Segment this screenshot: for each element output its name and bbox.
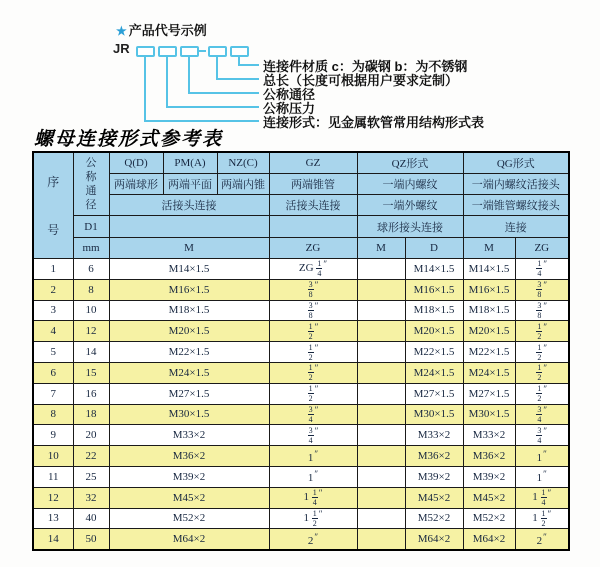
table-row	[33, 362, 569, 383]
cell-qg_zg: 2″	[515, 529, 569, 550]
code-dash	[199, 50, 206, 52]
cell-seq: 12	[33, 487, 73, 508]
cell-qz_d: M33×2	[405, 425, 463, 446]
header-group-qd: Q(D)	[109, 152, 163, 174]
cell-qz_m	[357, 446, 405, 467]
connector-line	[166, 55, 168, 107]
cell-gz: $\frac{3}{4}$ ″	[269, 404, 357, 425]
cell-seq: 9	[33, 425, 73, 446]
cell-seq: 6	[33, 362, 73, 383]
cell-qg_m: M16×1.5	[463, 279, 515, 300]
header-group-qg: QG形式	[463, 152, 569, 174]
cell-m: M52×2	[109, 508, 269, 529]
connector-line	[144, 120, 259, 122]
header-unit: M	[109, 238, 269, 259]
header-mm: mm	[73, 238, 109, 259]
cell-qz_d: M20×1.5	[405, 321, 463, 342]
cell-qg_m: M52×2	[463, 508, 515, 529]
cell-qg_zg: $\frac{3}{8}$ ″	[515, 279, 569, 300]
cell-qg_zg: $\frac{1}{2}$ ″	[515, 362, 569, 383]
header-group-gz: GZ	[269, 152, 357, 174]
table-row	[33, 279, 569, 300]
diagram-title-text: 产品代号示例	[128, 23, 207, 38]
cell-qg_m: M33×2	[463, 425, 515, 446]
cell-dn: 15	[73, 362, 109, 383]
cell-qg_m: M36×2	[463, 446, 515, 467]
header-unit: M	[463, 238, 515, 259]
table-row	[33, 259, 569, 280]
cell-dn: 20	[73, 425, 109, 446]
cell-gz: $\frac{1}{2}$ ″	[269, 321, 357, 342]
code-label: 连接件材质 c：为碳钢 b：为不锈钢	[263, 59, 468, 74]
cell-qz_m	[357, 466, 405, 487]
cell-gz: 1 $\frac{1}{2}$ ″	[269, 508, 357, 529]
cell-gz: ZG $\frac{1}{4}$ ″	[269, 259, 357, 280]
cell-qg_m: M45×2	[463, 487, 515, 508]
cell-m: M18×1.5	[109, 300, 269, 321]
cell-seq: 3	[33, 300, 73, 321]
cell-dn: 40	[73, 508, 109, 529]
cell-dn: 18	[73, 404, 109, 425]
cell-qg_m: M30×1.5	[463, 404, 515, 425]
cell-qz_m	[357, 425, 405, 446]
connector-line	[216, 55, 218, 79]
cell-qz_d: M27×1.5	[405, 383, 463, 404]
cell-gz: $\frac{3}{4}$ ″	[269, 425, 357, 446]
cell-seq: 8	[33, 404, 73, 425]
cell-m: M16×1.5	[109, 279, 269, 300]
header-seq: 序 号	[33, 152, 73, 259]
table-row	[33, 383, 569, 404]
cell-qz_d: M39×2	[405, 466, 463, 487]
cell-qz_d: M52×2	[405, 508, 463, 529]
header-connection: 活接头连接	[269, 195, 357, 216]
cell-qz_m	[357, 342, 405, 363]
cell-m: M64×2	[109, 529, 269, 550]
cell-dn: 10	[73, 300, 109, 321]
cell-m: M22×1.5	[109, 342, 269, 363]
table-row	[33, 321, 569, 342]
cell-gz: $\frac{1}{2}$ ″	[269, 342, 357, 363]
cell-m: M20×1.5	[109, 321, 269, 342]
header-group-nzc: NZ(C)	[217, 152, 269, 174]
cell-gz: 2″	[269, 529, 357, 550]
cell-seq: 7	[33, 383, 73, 404]
header-end-type: 一端内螺纹	[357, 174, 463, 195]
table-row	[33, 529, 569, 550]
table-row	[33, 508, 569, 529]
header-unit: ZG	[269, 238, 357, 259]
cell-qg_zg: $\frac{1}{2}$ ″	[515, 383, 569, 404]
star-icon: ★	[116, 24, 127, 38]
cell-qz_m	[357, 404, 405, 425]
cell-qz_m	[357, 300, 405, 321]
table-row	[33, 487, 569, 508]
cell-qg_zg: 1 $\frac{1}{4}$ ″	[515, 487, 569, 508]
nut-connection-reference-table	[32, 151, 570, 551]
cell-dn: 12	[73, 321, 109, 342]
cell-seq: 10	[33, 446, 73, 467]
connector-line	[188, 55, 190, 93]
cell-qg_zg: $\frac{3}{4}$ ″	[515, 404, 569, 425]
cell-qg_zg: 1 $\frac{1}{2}$ ″	[515, 508, 569, 529]
cell-qz_d: M16×1.5	[405, 279, 463, 300]
cell-qg_zg: $\frac{3}{4}$ ″	[515, 425, 569, 446]
table-row	[33, 404, 569, 425]
header-group-pma: PM(A)	[163, 152, 217, 174]
table-row	[33, 300, 569, 321]
cell-qz_d: M22×1.5	[405, 342, 463, 363]
cell-qg_zg: $\frac{1}{2}$ ″	[515, 321, 569, 342]
cell-dn: 6	[73, 259, 109, 280]
cell-seq: 14	[33, 529, 73, 550]
cell-m: M14×1.5	[109, 259, 269, 280]
code-label: 公称压力	[263, 101, 316, 116]
cell-qz_m	[357, 383, 405, 404]
cell-qz_d: M45×2	[405, 487, 463, 508]
cell-qz_d: M24×1.5	[405, 362, 463, 383]
cell-qz_m	[357, 508, 405, 529]
cell-qz_m	[357, 321, 405, 342]
cell-qz_m	[357, 362, 405, 383]
cell-m: M39×2	[109, 466, 269, 487]
code-prefix: JR	[113, 41, 130, 56]
cell-gz: 1 $\frac{1}{4}$ ″	[269, 487, 357, 508]
cell-qg_m: M20×1.5	[463, 321, 515, 342]
header-end-type: 两端锥管	[269, 174, 357, 195]
cell-qg_zg: $\frac{1}{2}$ ″	[515, 342, 569, 363]
cell-dn: 32	[73, 487, 109, 508]
header-blank-cell	[109, 216, 269, 238]
cell-dn: 8	[73, 279, 109, 300]
cell-gz: 1″	[269, 446, 357, 467]
header-blank-cell	[269, 216, 357, 238]
cell-seq: 4	[33, 321, 73, 342]
cell-gz: 1″	[269, 466, 357, 487]
cell-qg_zg: 1″	[515, 446, 569, 467]
cell-dn: 22	[73, 446, 109, 467]
table-row	[33, 425, 569, 446]
cell-seq: 1	[33, 259, 73, 280]
header-end-type: 两端平面	[163, 174, 217, 195]
cell-gz: $\frac{1}{2}$ ″	[269, 362, 357, 383]
cell-gz: $\frac{3}{8}$ ″	[269, 279, 357, 300]
cell-qz_d: M64×2	[405, 529, 463, 550]
cell-qz_d: M30×1.5	[405, 404, 463, 425]
code-label: 连接形式：见金属软管常用结构形式表	[263, 115, 485, 130]
cell-dn: 50	[73, 529, 109, 550]
cell-qg_m: M64×2	[463, 529, 515, 550]
header-end-type: 两端内锥	[217, 174, 269, 195]
header-dn: 公 称 通 径	[73, 152, 109, 216]
cell-gz: $\frac{1}{2}$ ″	[269, 383, 357, 404]
cell-seq: 11	[33, 466, 73, 487]
cell-qg_m: M18×1.5	[463, 300, 515, 321]
header-unit: D	[405, 238, 463, 259]
cell-m: M30×1.5	[109, 404, 269, 425]
cell-qg_m: M39×2	[463, 466, 515, 487]
cell-dn: 16	[73, 383, 109, 404]
diagram-title	[116, 20, 207, 39]
cell-m: M36×2	[109, 446, 269, 467]
code-label: 公称通径	[263, 87, 316, 102]
header-unit: ZG	[515, 238, 569, 259]
table-title: 螺母连接形式参考表	[34, 129, 224, 150]
cell-qz_m	[357, 279, 405, 300]
cell-qg_m: M22×1.5	[463, 342, 515, 363]
cell-dn: 25	[73, 466, 109, 487]
header-connection: 活接头连接	[109, 195, 269, 216]
cell-qz_m	[357, 529, 405, 550]
table-row	[33, 342, 569, 363]
cell-gz: $\frac{3}{8}$ ″	[269, 300, 357, 321]
code-label: 总长（长度可根据用户要求定制）	[263, 73, 459, 88]
cell-qz_d: M36×2	[405, 446, 463, 467]
header-end-type: 两端球形	[109, 174, 163, 195]
table-row	[33, 446, 569, 467]
connector-line	[238, 64, 259, 66]
connector-line	[144, 55, 146, 121]
cell-m: M24×1.5	[109, 362, 269, 383]
header-group-qz: QZ形式	[357, 152, 463, 174]
cell-qz_m	[357, 487, 405, 508]
cell-m: M45×2	[109, 487, 269, 508]
connector-line	[188, 92, 259, 94]
cell-m: M27×1.5	[109, 383, 269, 404]
cell-qg_m: M24×1.5	[463, 362, 515, 383]
cell-qg_zg: $\frac{1}{4}$ ″	[515, 259, 569, 280]
connector-line	[216, 78, 259, 80]
cell-qz_d: M18×1.5	[405, 300, 463, 321]
cell-qz_m	[357, 259, 405, 280]
cell-qz_d: M14×1.5	[405, 259, 463, 280]
header-connection: 一端锥管螺纹接头	[463, 195, 569, 216]
cell-qg_m: M27×1.5	[463, 383, 515, 404]
cell-seq: 5	[33, 342, 73, 363]
header-unit: M	[357, 238, 405, 259]
cell-qg_zg: $\frac{3}{8}$ ″	[515, 300, 569, 321]
cell-qg_m: M14×1.5	[463, 259, 515, 280]
header-d1: D1	[73, 216, 109, 238]
header-connection: 连接	[463, 216, 569, 238]
connector-line	[166, 106, 259, 108]
header-connection: 球形接头连接	[357, 216, 463, 238]
cell-m: M33×2	[109, 425, 269, 446]
header-end-type: 一端内螺纹活接头	[463, 174, 569, 195]
cell-qg_zg: 1″	[515, 466, 569, 487]
cell-seq: 2	[33, 279, 73, 300]
cell-seq: 13	[33, 508, 73, 529]
table-row	[33, 466, 569, 487]
header-connection: 一端外螺纹	[357, 195, 463, 216]
cell-dn: 14	[73, 342, 109, 363]
table-body	[33, 259, 569, 550]
